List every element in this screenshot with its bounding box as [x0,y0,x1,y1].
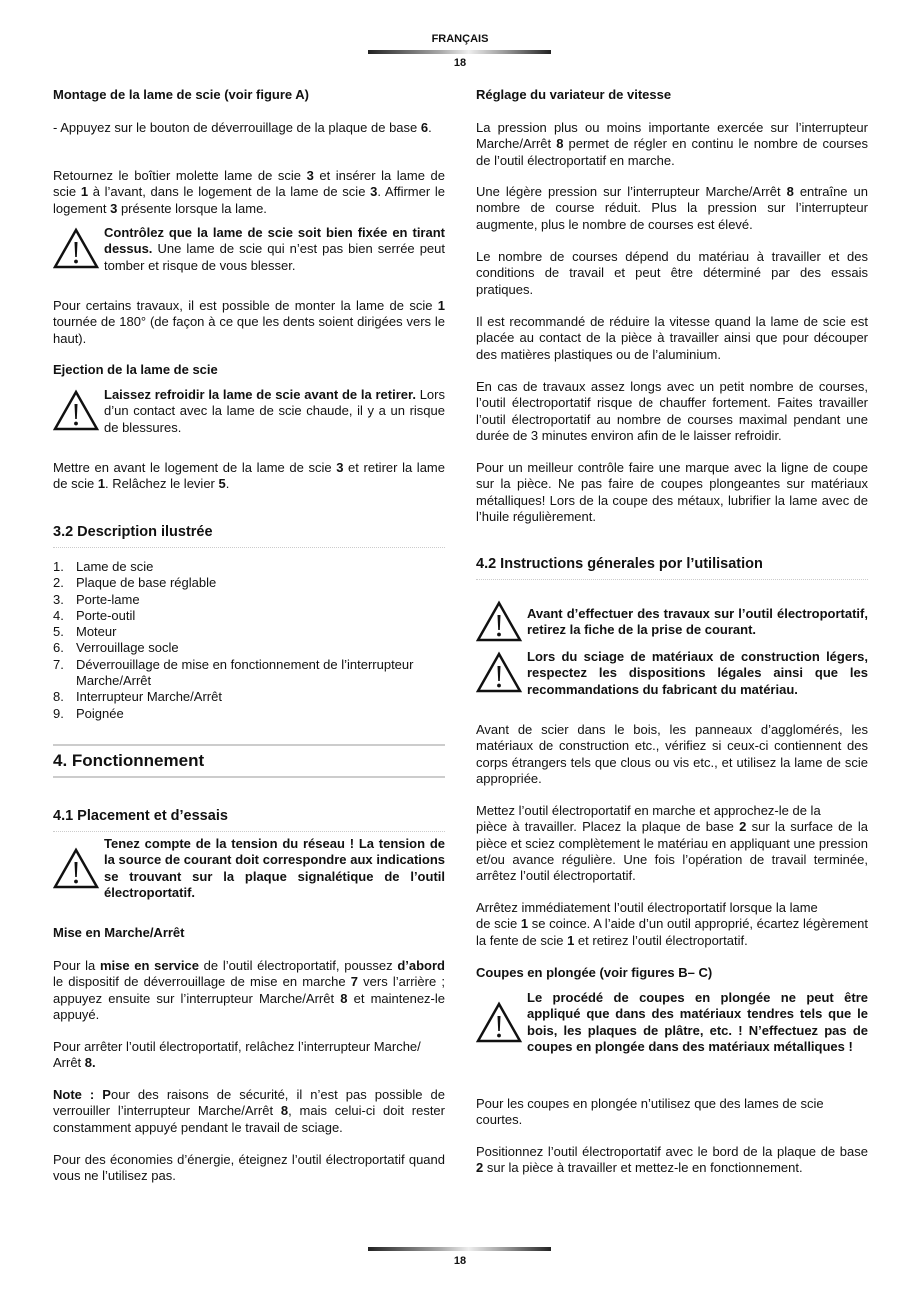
list-item-number: 8. [53,689,64,705]
text-run: Retournez le boîtier molette lame de scie [53,168,307,183]
section-heading: 4. Fonctionnement [53,751,205,770]
text-run: La pression plus ou moins importante exercée sur l’interrupteur Marche/Arrêt [476,120,868,152]
list-item-number: 7. [53,656,64,672]
warning-triangle-icon [53,389,104,433]
text-run: Lors d’un contact avec la lame de scie chaude, il y a un risque de blessures. [104,387,445,435]
text-run: , mais celui-ci doit rester constamment appuyé pendant le travail de sciage. [53,1103,445,1135]
text-run: Arrêtez immédiatement l’outil électroportatif lorsque la lame de scie [476,900,818,932]
text-run: Mettre en avant le logement de la lame de scie [53,460,337,475]
paragraph [53,958,445,1023]
text-run: présente lorsque la lame. [117,200,267,216]
section-heading: 3.2 Description ilustrée [53,523,445,548]
list-item-number: 9. [53,705,64,721]
list-item-label: Poignée [76,705,124,721]
warning-text [104,836,445,901]
text-run: et insérer la lame de scie [53,168,445,200]
subheading: Mise en Marche/Arrêt [53,925,185,940]
paragraph [53,168,445,217]
text-run: Le nombre de courses dépend du matériau à travailler et des conditions de travail et peut être déterminé par des essais pratiques. [476,249,868,297]
text-run: Avant de scier dans le bois, les panneaux d’agglomérés, les matériaux de construction etc., vérifiez si ceux-ci contiennent des corps étrangers tels que clous ou vis etc., et utilisez la lame de scie appropriée. [476,722,868,786]
paragraph [476,1096,868,1129]
paragraph [53,460,445,493]
list-item-number: 5. [53,624,64,640]
warning-text [104,387,445,436]
text-run: et retirez l’outil électroportatif. [574,932,748,948]
paragraph [53,1087,445,1136]
bold-text-run: Note : P [53,1087,111,1102]
list-item-label: Porte-outil [76,607,136,623]
list-item-label: Moteur [76,624,117,640]
warning-triangle-icon [53,227,104,271]
warning-notice [476,990,868,1055]
bold-text-run: 3 [336,460,344,475]
bold-text-run: Lors du sciage de matériaux de construction légers, respectez les dispositions légales ainsi que les recommandations du fabricant du matériau. [527,649,868,697]
paragraph [476,900,868,949]
text-run: En cas de travaux assez longs avec un petit nombre de courses, l’outil électroportatif risque de chauffer fortement. Faites travailler l’outil électroportatif au nombre de courses maximal pendant une durée de 3 minutes environ afin de le laisser refroidir. [476,379,868,443]
subheading: Ejection de la lame de scie [53,362,218,377]
paragraph [53,1152,445,1185]
bold-text-run: 3 [110,200,118,216]
bold-text-run: 1 [80,184,89,200]
paragraph [53,120,445,136]
warning-text [527,990,868,1055]
warning-notice [53,225,445,274]
bold-text-run: 8. [84,1055,96,1071]
list-item [53,640,445,656]
list-item [53,575,445,591]
list-item-number: 4. [53,607,64,623]
paragraph [53,1039,445,1072]
list-item [53,706,445,722]
parts-list [53,559,445,722]
text-run: et maintenez-le appuyé. [53,990,445,1022]
text-run: Pour certains travaux, il est possible de monter la lame de scie [53,298,438,313]
paragraph [476,184,868,233]
section-heading: 4.1 Placement et d’essais [53,807,445,832]
list-item [53,689,445,705]
footer-bar [368,1247,551,1251]
section-rule-bottom [53,776,445,778]
bold-text-run: Laissez refroidir la lame de scie avant de la retirer. [104,387,416,402]
warning-notice [53,836,445,901]
text-run: . Relâchez le levier [105,476,219,492]
text-run: le dispositif de déverrouillage de mise en marche [53,974,351,990]
bold-text-run: 8 [280,1103,289,1119]
list-item [53,657,445,690]
text-run: Pour la [53,958,100,973]
text-run: de l’outil électroportatif, poussez [198,958,398,973]
list-item-label: Déverrouillage de mise en fonctionnement de l’interrupteur Marche/Arrêt [76,656,414,689]
list-item-number: 2. [53,575,64,591]
section-heading: 4.2 Instructions génerales por l’utilisation [476,555,868,580]
list-item-label: Lame de scie [76,559,154,574]
paragraph [476,803,868,884]
text-run: Pour un meilleur contrôle faire une marque avec la ligne de coupe sur la pièce. Ne pas faire de coupes plongeantes sur matériaux métalliques! Lors de la coupe des métaux, lubrifier la lame avec de l’huile régulièrement. [476,460,868,524]
list-item-number: 6. [53,640,64,656]
list-item-label: Plaque de base réglable [76,575,217,591]
bold-text-run: 8 [340,990,348,1006]
warning-notice [476,649,868,698]
text-run: tournée de 180° (de façon à ce que les dents soient dirigées vers le haut). [53,314,445,346]
text-run: . Affirmer le logement [53,184,445,216]
text-run: Mettez l’outil électroportatif en marche et approchez-le de la pièce à travailler. Placez la plaque de base [476,803,821,835]
bold-text-run: Le procédé de coupes en plongée ne peut être appliqué que dans des matériaux tendres tels que le bois, les plaques de plâtre, etc. ! N’effectuez pas de coupes en plongée dans des matériaux métalliques ! [527,990,868,1054]
warning-text [104,225,445,274]
text-run: Pour les coupes en plongée n’utilisez que des lames de scie courtes. [476,1096,824,1128]
bold-text-run: 1 [97,476,106,492]
subheading: Montage de la lame de scie (voir figure A) [53,87,309,102]
bold-text-run: 8 [556,136,564,152]
list-item-number: 3. [53,591,64,607]
bold-text-run: mise en service [99,958,199,973]
bold-text-run: 5 [218,476,226,492]
list-item [53,624,445,640]
header-page-number: 18 [453,57,467,69]
bold-text-run: 2 [476,1160,484,1176]
bold-text-run: 2 [739,819,747,835]
bold-text-run: 7 [350,974,359,990]
text-run: Il est recommandé de réduire la vitesse quand la lame de scie est placée au contact de la pièce à travailler ainsi que pour découper des matières plastiques ou de l’aluminium. [476,314,868,362]
text-run: entraîne un nombre de course réduit. Plus la pression sur l’interrupteur augmente, plus le nombre de courses est élevé. [476,184,868,232]
list-item [53,592,445,608]
text-run: sur la pièce à travailler et mettez-le en fonctionnement. [483,1160,803,1176]
text-run: Une légère pression sur l’interrupteur Marche/Arrêt [476,184,787,199]
bold-text-run: 3 [306,168,314,183]
section-rule-top [53,744,445,746]
paragraph [476,379,868,444]
list-item [53,608,445,624]
bold-text-run: 8 [786,184,794,199]
subheading: Réglage du variateur de vitesse [476,87,672,102]
list-item-label: Verrouillage socle [76,640,179,656]
bold-text-run: 3 [370,184,378,200]
text-run: Pour arrêter l’outil électroportatif, relâchez l’interrupteur Marche/ Arrêt [53,1039,421,1071]
text-run: Positionnez l’outil électroportatif avec le bord de la plaque de base [476,1144,868,1159]
text-run: se coince. A l’aide d’un outil approprié, écartez légèrement la fente de scie [476,916,868,948]
text-run: et retirer la lame de scie [53,460,445,492]
text-run: . [225,476,230,492]
paragraph [476,460,868,525]
text-run: Pour des économies d’énergie, éteignez l’outil électroportatif quand vous ne l’utilisez pas. [53,1152,445,1184]
paragraph [476,314,868,363]
paragraph [476,1144,868,1177]
warning-triangle-icon [476,651,527,695]
footer-page-number: 18 [453,1255,467,1267]
warning-text [527,649,868,698]
warning-notice [53,387,445,436]
bold-text-run: 1 [437,298,445,313]
header-bar [368,50,551,54]
text-run: . [428,120,432,135]
bold-text-run: Tenez compte de la tension du réseau ! La tension de la source de courant doit correspondre aux indications se trouvant sur la plaque signalétique de l’outil électroportatif. [104,836,445,900]
subheading: Coupes en plongée (voir figures B– C) [476,965,713,980]
paragraph [476,249,868,298]
warning-text [527,606,868,639]
header-language: FRANÇAIS [431,33,489,45]
text-run: à l’avant, dans le logement de la lame de scie [88,184,371,200]
text-run: our des raisons de sécurité, il n’est pas possible de verrouiller l’interrupteur Marche/Arrêt [53,1087,445,1119]
text-run: - Appuyez sur le bouton de déverrouillage de la plaque de base [53,120,421,135]
text-run: vers l’arrière ; appuyez ensuite sur l’interrupteur Marche/Arrêt [53,974,445,1006]
warning-notice [476,600,868,644]
bold-text-run: d’abord [397,958,445,973]
list-item-number: 1. [53,559,64,574]
bold-text-run: 1 [567,932,575,948]
text-run: permet de régler en continu le nombre de courses de l’outil électroportatif en marche. [476,136,869,168]
list-item-label: Porte-lame [76,591,140,607]
list-item-label: Interrupteur Marche/Arrêt [76,689,222,705]
text-run: Une lame de scie qui n’est pas bien serrée peut tomber et risque de vous blesser. [104,241,445,273]
bold-text-run: 1 [520,916,529,932]
warning-triangle-icon [476,600,527,644]
bold-text-run: Avant d’effectuer des travaux sur l’outil électroportatif, retirez la fiche de la prise de courant. [527,605,868,637]
bold-text-run: 6 [420,120,429,135]
warning-triangle-icon [53,847,104,891]
text-run: sur la surface de la pièce et sciez complètement le matériau en appliquant une pression et/ou avance régulière. Une fois l’opération de travail terminée, arrêtez l’outil électroportatif. [476,819,868,884]
paragraph [476,120,868,169]
list-item [53,559,445,575]
paragraph [53,298,445,347]
warning-triangle-icon [476,1001,527,1045]
bold-text-run: Contrôlez que la lame de scie soit bien fixée en tirant dessus. [104,225,445,257]
paragraph [476,722,868,787]
